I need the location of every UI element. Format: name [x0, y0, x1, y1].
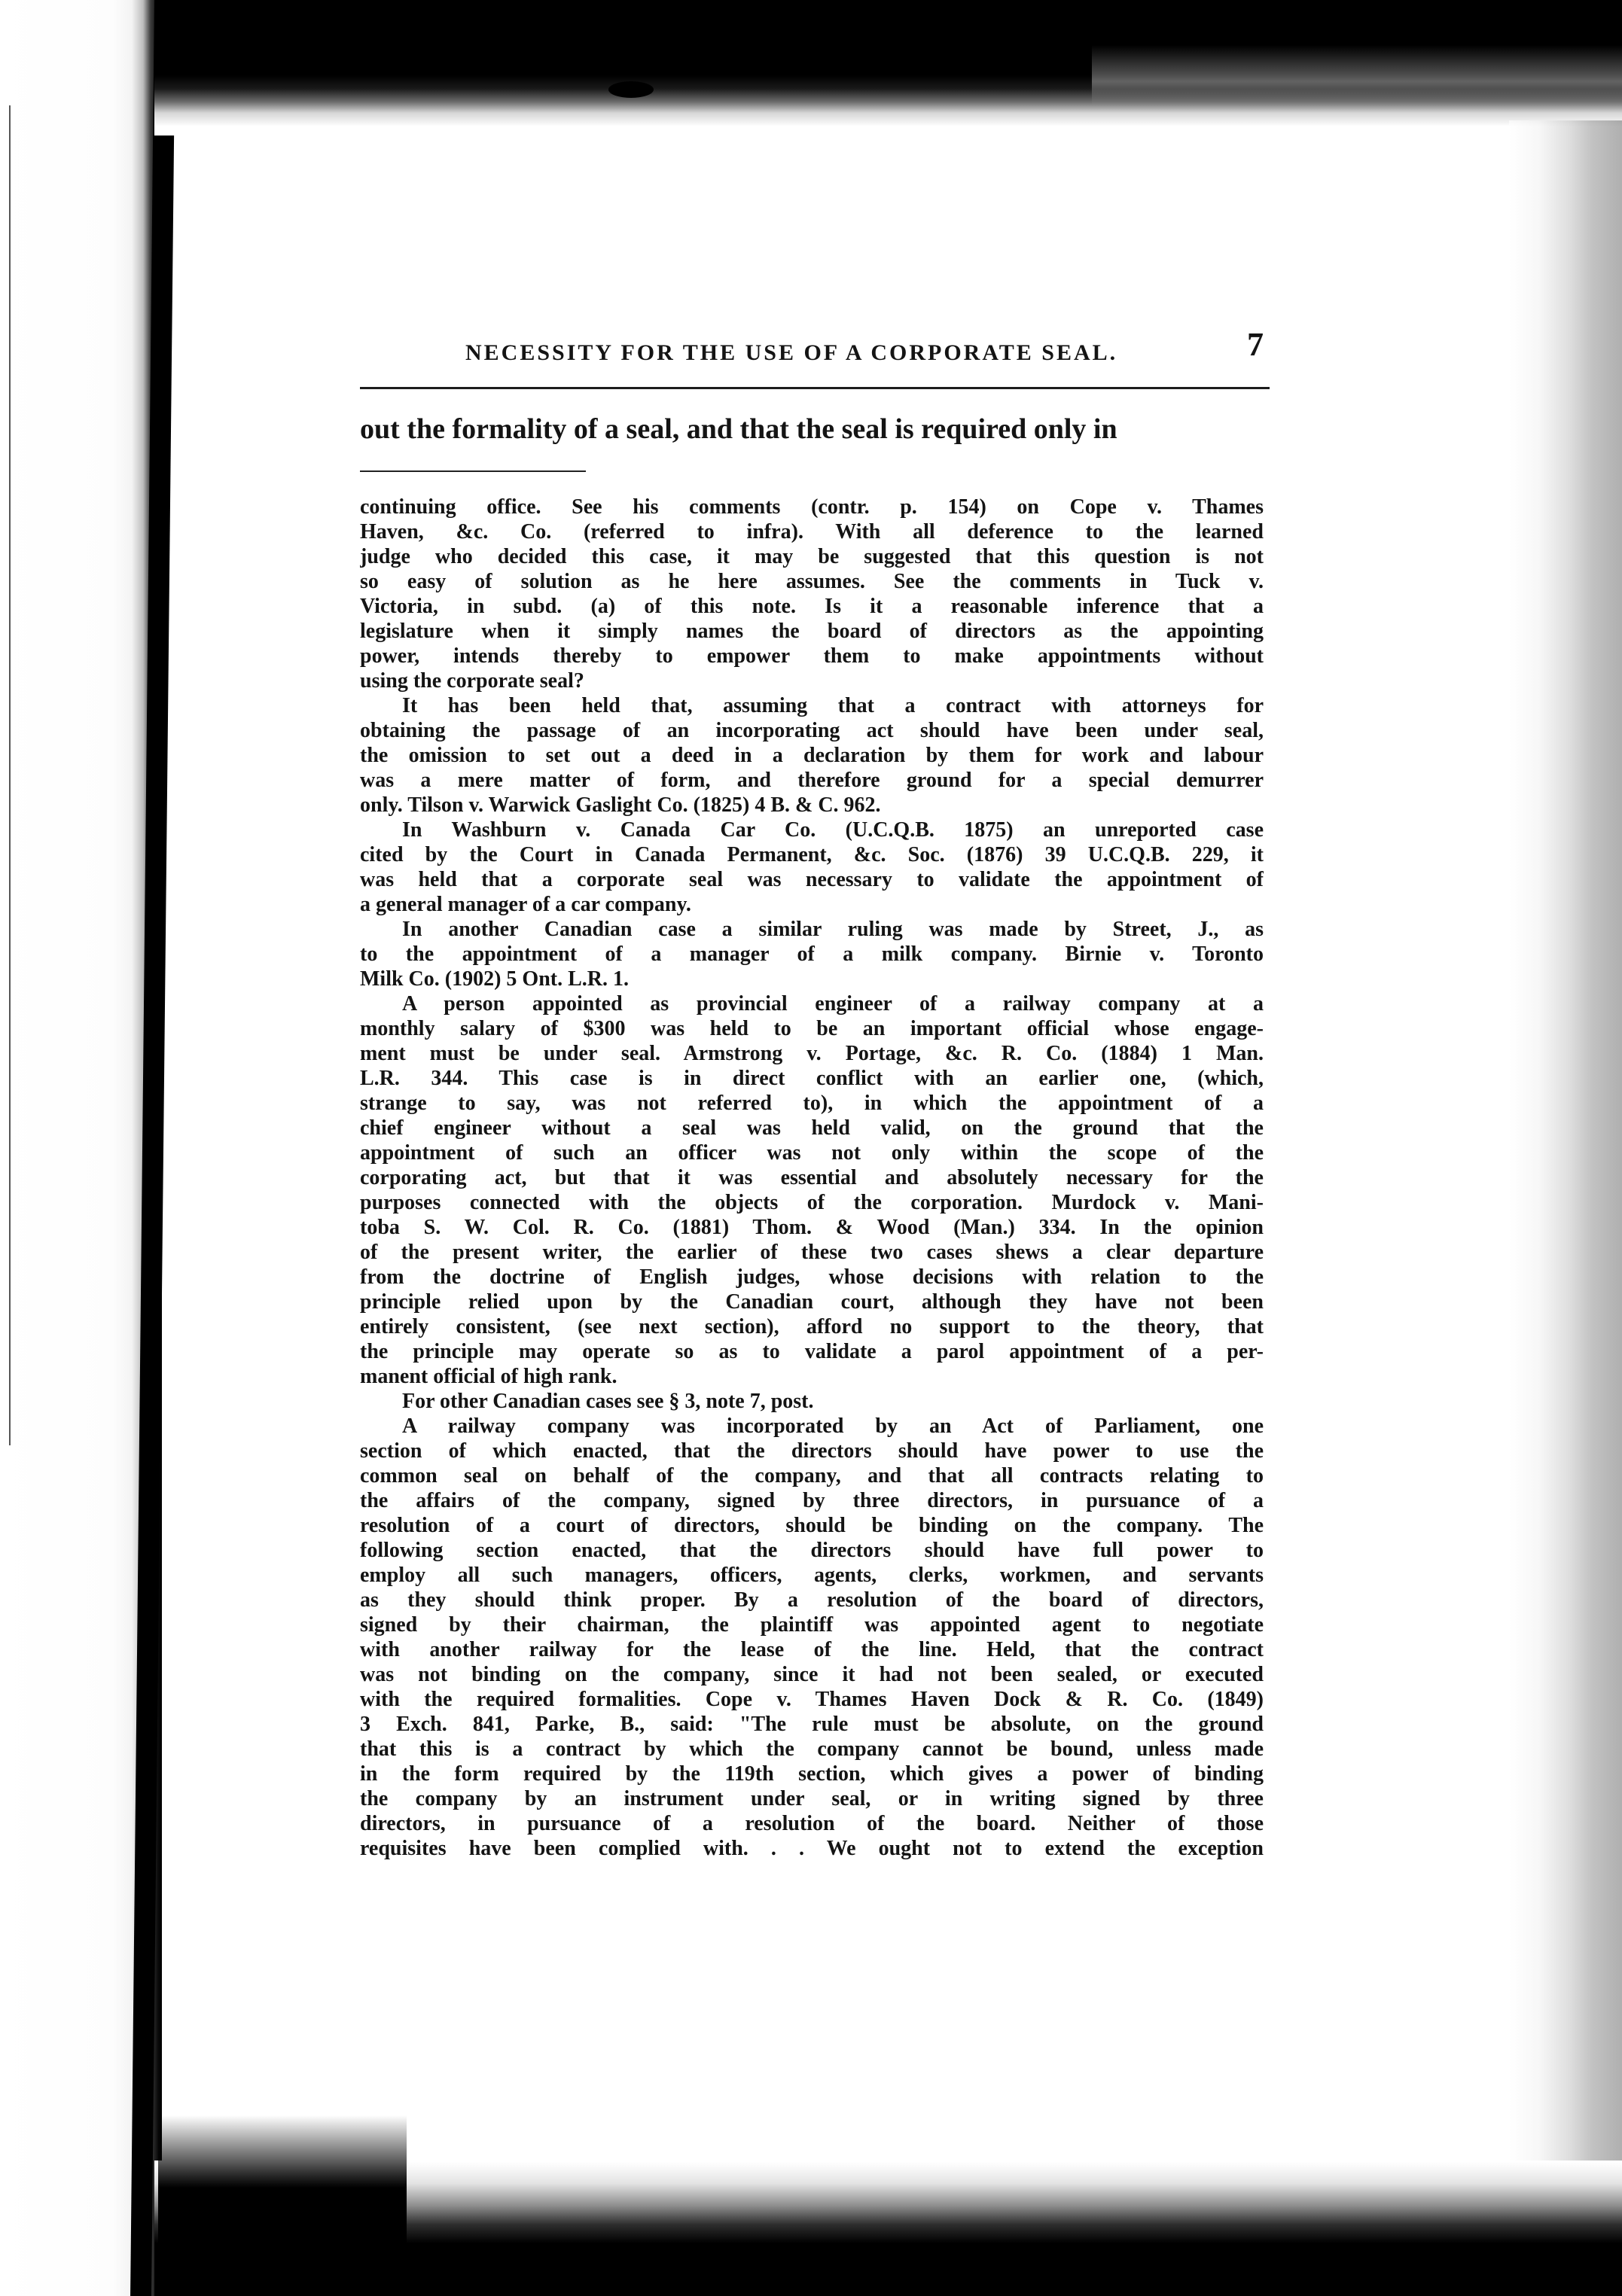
footnote-line: common seal on behalf of the company, and that all contracts relating to: [360, 1464, 1264, 1488]
footnote-line: manent official of high rank.: [360, 1365, 617, 1388]
scan-top-highlight: [1092, 45, 1622, 105]
footnote-line: appointment of such an officer was not only within the scope of the: [360, 1141, 1264, 1165]
footnote-line: continuing office. See his comments (contr. p. 154) on Cope v. Thames: [360, 495, 1264, 519]
footnote-line: was held that a corporate seal was necessary to validate the appointment of: [360, 868, 1264, 891]
footnote-line: A railway company was incorporated by an Act of Parliament, one: [402, 1414, 1264, 1438]
footnote-line: following section enacted, that the directors should have full power to: [360, 1539, 1264, 1562]
footnote-block: [360, 495, 1279, 1861]
footnote-line: monthly salary of $300 was held to be an important official whose engage-: [360, 1017, 1264, 1040]
footnote-line: of the present writer, the earlier of these two cases shews a clear departure: [360, 1241, 1264, 1264]
footnote-separator: [360, 470, 586, 472]
footnote-line: with another railway for the lease of the line. Held, that the contract: [360, 1638, 1264, 1661]
scan-left-rule: [9, 105, 11, 1445]
scan-ink-blot: [608, 81, 654, 98]
footnote-line: ment must be under seal. Armstrong v. Portage, &c. R. Co. (1884) 1 Man.: [360, 1042, 1264, 1065]
footnote-line: section of which enacted, that the directors should have power to use the: [360, 1439, 1264, 1463]
footnote-line: purposes connected with the objects of the corporation. Murdock v. Mani-: [360, 1191, 1264, 1214]
footnote-line: in the form required by the 119th section, which gives a power of binding: [360, 1762, 1264, 1786]
footnote-line: signed by their chairman, the plaintiff was appointed agent to negotiate: [360, 1613, 1264, 1637]
footnote-line: to the appointment of a manager of a milk company. Birnie v. Toronto: [360, 942, 1264, 966]
footnote-line: only. Tilson v. Warwick Gaslight Co. (1825) 4 B. & C. 962.: [360, 793, 881, 817]
running-head: NECESSITY FOR THE USE OF A CORPORATE SEAL.: [465, 340, 1118, 365]
footnote-line: L.R. 344. This case is in direct conflict with an earlier one, (which,: [360, 1067, 1264, 1090]
footnote-line: the omission to set out a deed in a declaration by them for work and labour: [360, 744, 1264, 767]
footnote-line: with the required formalities. Cope v. Thames Haven Dock & R. Co. (1849): [360, 1688, 1264, 1711]
body-text-line: out the formality of a seal, and that the seal is required only in: [360, 413, 1117, 445]
footnote-line: Victoria, in subd. (a) of this note. Is it a reasonable inference that a: [360, 595, 1264, 618]
footnote-line: from the doctrine of English judges, whose decisions with relation to the: [360, 1265, 1264, 1289]
footnote-line: obtaining the passage of an incorporating act should have been under seal,: [360, 719, 1264, 742]
footnote-line: so easy of solution as he here assumes. See the comments in Tuck v.: [360, 570, 1264, 593]
footnote-line: In Washburn v. Canada Car Co. (U.C.Q.B. 1875) an unreported case: [402, 818, 1264, 842]
footnote-line: Milk Co. (1902) 5 Ont. L.R. 1.: [360, 967, 629, 991]
scan-right-shadow: [1509, 120, 1622, 2296]
footnote-line: It has been held that, assuming that a contract with attorneys for: [402, 694, 1264, 717]
footnote-line: power, intends thereby to empower them to make appointments without: [360, 644, 1264, 668]
scan-bottom-corner: [158, 2115, 407, 2296]
footnote-line: legislature when it simply names the board of directors as the appointing: [360, 620, 1264, 643]
footnote-line: In another Canadian case a similar ruling was made by Street, J., as: [402, 918, 1264, 941]
footnote-line: For other Canadian cases see § 3, note 7, post.: [402, 1390, 814, 1413]
footnote-line: the company by an instrument under seal, or in writing signed by three: [360, 1787, 1264, 1810]
footnote-line: the affairs of the company, signed by three directors, in pursuance of a: [360, 1489, 1264, 1512]
footnote-line: was not binding on the company, since it had not been sealed, or executed: [360, 1663, 1264, 1686]
footnote-line: A person appointed as provincial engineer of a railway company at a: [402, 992, 1264, 1016]
footnote-line: Haven, &c. Co. (referred to infra). With all deference to the learned: [360, 520, 1264, 544]
footnote-line: strange to say, was not referred to), in which the appointment of a: [360, 1092, 1264, 1115]
footnote-line: using the corporate seal?: [360, 669, 584, 693]
footnote-line: that this is a contract by which the company cannot be bound, unless made: [360, 1737, 1264, 1761]
footnote-line: corporating act, but that it was essential and absolutely necessary for the: [360, 1166, 1264, 1189]
footnote-line: resolution of a court of directors, should be binding on the company. The: [360, 1514, 1264, 1537]
page-number: 7: [1247, 326, 1264, 363]
footnote-line: toba S. W. Col. R. Co. (1881) Thom. & Wood (Man.) 334. In the opinion: [360, 1216, 1264, 1239]
footnote-line: as they should think proper. By a resolution of the board of directors,: [360, 1588, 1264, 1612]
book-page: [360, 324, 1279, 1861]
footnote-line: chief engineer without a seal was held valid, on the ground that the: [360, 1116, 1264, 1140]
footnote-line: requisites have been complied with. . . We ought not to extend the exception: [360, 1837, 1264, 1860]
footnote-line: entirely consistent, (see next section), afford no support to the theory, that: [360, 1315, 1264, 1338]
footnote-line: principle relied upon by the Canadian court, although they have not been: [360, 1290, 1264, 1314]
footnote-line: the principle may operate so as to validate a parol appointment of a per-: [360, 1340, 1264, 1363]
footnote-line: a general manager of a car company.: [360, 893, 691, 916]
footnote-line: 3 Exch. 841, Parke, B., said: "The rule must be absolute, on the ground: [360, 1713, 1264, 1736]
footnote-line: directors, in pursuance of a resolution of the board. Neither of those: [360, 1812, 1264, 1835]
footnote-line: cited by the Court in Canada Permanent, &c. Soc. (1876) 39 U.C.Q.B. 229, it: [360, 843, 1264, 866]
footnote-line: judge who decided this case, it may be suggested that this question is not: [360, 545, 1264, 568]
page-header: [360, 324, 1270, 389]
footnote-line: employ all such managers, officers, agents, clerks, workmen, and servants: [360, 1564, 1264, 1587]
footnote-line: was a mere matter of form, and therefore ground for a special demurrer: [360, 769, 1264, 792]
